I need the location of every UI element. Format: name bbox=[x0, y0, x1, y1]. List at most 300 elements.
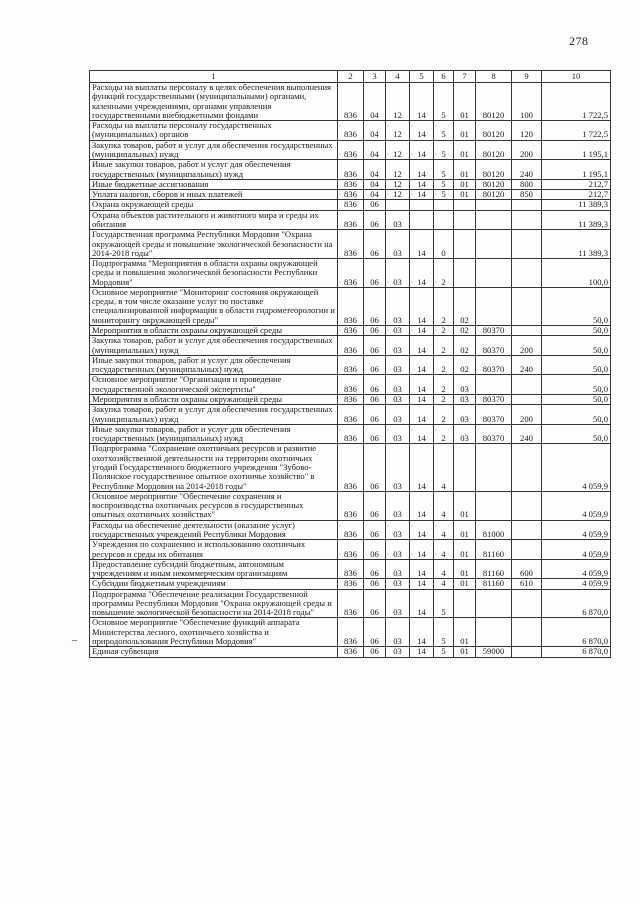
expense-type-code bbox=[512, 491, 542, 520]
section-code: 06 bbox=[364, 579, 386, 589]
subprogram-code: 5 bbox=[434, 160, 454, 180]
subprogram-code: 4 bbox=[434, 579, 454, 589]
section-code: 06 bbox=[364, 647, 386, 657]
row-description: Государственная программа Республики Мордовия "Охрана окружающей среды и повышение экологической безопасности на 2014-2018 годы" bbox=[90, 230, 338, 259]
table-row bbox=[90, 230, 611, 259]
program-code: 14 bbox=[410, 179, 434, 189]
event-code bbox=[454, 589, 476, 618]
header-cell: 4 bbox=[386, 71, 410, 83]
direction-code bbox=[476, 618, 512, 647]
program-code: 14 bbox=[410, 121, 434, 141]
subprogram-code: 2 bbox=[434, 355, 454, 375]
subsection-code: 03 bbox=[386, 579, 410, 589]
expense-type-code: 240 bbox=[512, 160, 542, 180]
event-code: 01 bbox=[454, 540, 476, 560]
header-cell: 9 bbox=[512, 71, 542, 83]
row-description: Закупка товаров, работ и услуг для обеспечения государственных (муниципальных) нужд bbox=[90, 405, 338, 425]
row-description: Основное мероприятие "Организация и проведение государственной экологической экспертизы" bbox=[90, 375, 338, 395]
row-description: Иные закупки товаров, работ и услуг для обеспечения государственных (муниципальных) нужд bbox=[90, 160, 338, 180]
subprogram-code: 5 bbox=[434, 190, 454, 200]
expense-type-code bbox=[512, 375, 542, 395]
section-code: 04 bbox=[364, 179, 386, 189]
amount: 50,0 bbox=[542, 395, 611, 405]
direction-code: 80370 bbox=[476, 326, 512, 336]
subsection-code: 03 bbox=[386, 647, 410, 657]
row-description: Расходы на выплаты персоналу в целях обеспечения выполнения функций государственными (муниципальными) органами, казенными учреждениями, органами управления государственными внебюджетными фондами bbox=[90, 83, 338, 121]
event-code: 02 bbox=[454, 326, 476, 336]
subprogram-code: 2 bbox=[434, 395, 454, 405]
table-row bbox=[90, 589, 611, 618]
direction-code: 80370 bbox=[476, 355, 512, 375]
admin-code: 836 bbox=[338, 491, 364, 520]
direction-code: 81000 bbox=[476, 520, 512, 540]
amount: 11 389,3 bbox=[542, 230, 611, 259]
expense-type-code bbox=[512, 444, 542, 491]
event-code: 01 bbox=[454, 179, 476, 189]
header-cell: 8 bbox=[476, 71, 512, 83]
program-code: 14 bbox=[410, 230, 434, 259]
subsection-code: 03 bbox=[386, 491, 410, 520]
direction-code: 81160 bbox=[476, 559, 512, 579]
direction-code: 80120 bbox=[476, 179, 512, 189]
table-row bbox=[90, 210, 611, 230]
amount: 1 722,5 bbox=[542, 83, 611, 121]
subsection-code: 12 bbox=[386, 190, 410, 200]
program-code: 14 bbox=[410, 336, 434, 356]
admin-code: 836 bbox=[338, 444, 364, 491]
amount: 11 389,3 bbox=[542, 200, 611, 210]
expense-type-code bbox=[512, 647, 542, 657]
subsection-code: 03 bbox=[386, 287, 410, 325]
section-code: 06 bbox=[364, 395, 386, 405]
table-row bbox=[90, 520, 611, 540]
subsection-code: 03 bbox=[386, 618, 410, 647]
amount: 4 059,9 bbox=[542, 444, 611, 491]
amount: 4 059,9 bbox=[542, 540, 611, 560]
event-code: 01 bbox=[454, 647, 476, 657]
row-description: Мероприятия в области охраны окружающей среды bbox=[90, 326, 338, 336]
table-row bbox=[90, 540, 611, 560]
event-code: 03 bbox=[454, 424, 476, 444]
subsection-code: 12 bbox=[386, 140, 410, 160]
expense-type-code: 240 bbox=[512, 355, 542, 375]
program-code: 14 bbox=[410, 559, 434, 579]
direction-code bbox=[476, 200, 512, 210]
amount: 50,0 bbox=[542, 287, 611, 325]
program-code: 14 bbox=[410, 444, 434, 491]
program-code: 14 bbox=[410, 520, 434, 540]
admin-code: 836 bbox=[338, 259, 364, 288]
program-code: 14 bbox=[410, 190, 434, 200]
subsection-code: 03 bbox=[386, 444, 410, 491]
row-description: Единая субвенция bbox=[90, 647, 338, 657]
table-body bbox=[90, 83, 611, 658]
row-description: Подпрограмма "Обеспечение реализации Государственной программы Республики Мордовия "Охрана окружающей среды и повышение экологической безопасности на 2014-2018 годы" bbox=[90, 589, 338, 618]
row-description: Иные бюджетные ассигнования bbox=[90, 179, 338, 189]
expense-type-code: 200 bbox=[512, 405, 542, 425]
subprogram-code: 4 bbox=[434, 559, 454, 579]
header-cell: 2 bbox=[338, 71, 364, 83]
direction-code: 80120 bbox=[476, 160, 512, 180]
event-code: 02 bbox=[454, 287, 476, 325]
subsection-code: 12 bbox=[386, 179, 410, 189]
admin-code: 836 bbox=[338, 83, 364, 121]
admin-code: 836 bbox=[338, 618, 364, 647]
section-code: 06 bbox=[364, 375, 386, 395]
expense-type-code bbox=[512, 287, 542, 325]
program-code: 14 bbox=[410, 326, 434, 336]
event-code: 01 bbox=[454, 491, 476, 520]
program-code: 14 bbox=[410, 160, 434, 180]
admin-code: 836 bbox=[338, 179, 364, 189]
direction-code bbox=[476, 589, 512, 618]
header-cell: 10 bbox=[542, 71, 611, 83]
table-row bbox=[90, 647, 611, 657]
event-code bbox=[454, 210, 476, 230]
amount: 50,0 bbox=[542, 424, 611, 444]
subprogram-code: 5 bbox=[434, 618, 454, 647]
table-row bbox=[90, 83, 611, 121]
table-row bbox=[90, 160, 611, 180]
expense-type-code: 100 bbox=[512, 83, 542, 121]
program-code: 14 bbox=[410, 424, 434, 444]
table-row bbox=[90, 559, 611, 579]
event-code: 03 bbox=[454, 405, 476, 425]
subprogram-code: 2 bbox=[434, 424, 454, 444]
table-row bbox=[90, 190, 611, 200]
row-description: Расходы на обеспечение деятельности (оказание услуг) государственных учреждений Республики Мордовия bbox=[90, 520, 338, 540]
event-code bbox=[454, 259, 476, 288]
table-row bbox=[90, 326, 611, 336]
section-code: 06 bbox=[364, 559, 386, 579]
subprogram-code: 5 bbox=[434, 647, 454, 657]
section-code: 06 bbox=[364, 405, 386, 425]
direction-code bbox=[476, 287, 512, 325]
direction-code: 80370 bbox=[476, 336, 512, 356]
event-code: 03 bbox=[454, 375, 476, 395]
direction-code: 80120 bbox=[476, 121, 512, 141]
row-description: Субсидии бюджетным учреждениям bbox=[90, 579, 338, 589]
budget-table bbox=[89, 70, 611, 658]
amount: 50,0 bbox=[542, 375, 611, 395]
event-code: 02 bbox=[454, 336, 476, 356]
expense-type-code: 120 bbox=[512, 121, 542, 141]
amount: 1 722,5 bbox=[542, 121, 611, 141]
expense-type-code: 600 bbox=[512, 559, 542, 579]
admin-code: 836 bbox=[338, 559, 364, 579]
table-row bbox=[90, 618, 611, 647]
expense-type-code: 850 bbox=[512, 190, 542, 200]
expense-type-code bbox=[512, 618, 542, 647]
table-row bbox=[90, 395, 611, 405]
section-code: 04 bbox=[364, 83, 386, 121]
event-code: 02 bbox=[454, 355, 476, 375]
subprogram-code: 5 bbox=[434, 121, 454, 141]
subprogram-code: 0 bbox=[434, 230, 454, 259]
program-code: 14 bbox=[410, 355, 434, 375]
table-row bbox=[90, 259, 611, 288]
admin-code: 836 bbox=[338, 190, 364, 200]
event-code: 01 bbox=[454, 520, 476, 540]
section-code: 06 bbox=[364, 210, 386, 230]
event-code: 01 bbox=[454, 579, 476, 589]
table-row bbox=[90, 179, 611, 189]
row-description: Учреждения по сохранению и использованию охотничьих ресурсов и среды их обитания bbox=[90, 540, 338, 560]
subprogram-code: 2 bbox=[434, 336, 454, 356]
direction-code: 80370 bbox=[476, 405, 512, 425]
table-row bbox=[90, 375, 611, 395]
header-cell: 7 bbox=[454, 71, 476, 83]
direction-code: 81160 bbox=[476, 579, 512, 589]
section-code: 06 bbox=[364, 520, 386, 540]
direction-code: 59000 bbox=[476, 647, 512, 657]
admin-code: 836 bbox=[338, 355, 364, 375]
table-row bbox=[90, 579, 611, 589]
event-code: 01 bbox=[454, 83, 476, 121]
program-code: 14 bbox=[410, 540, 434, 560]
section-code: 06 bbox=[364, 540, 386, 560]
expense-type-code: 240 bbox=[512, 424, 542, 444]
expense-type-code bbox=[512, 200, 542, 210]
expense-type-code bbox=[512, 326, 542, 336]
subsection-code: 03 bbox=[386, 326, 410, 336]
event-code: 01 bbox=[454, 618, 476, 647]
row-description: Подпрограмма "Мероприятия в области охраны окружающей среды и повышения экологической безопасности Республики Мордовия" bbox=[90, 259, 338, 288]
section-code: 04 bbox=[364, 160, 386, 180]
direction-code bbox=[476, 444, 512, 491]
subsection-code: 12 bbox=[386, 121, 410, 141]
admin-code: 836 bbox=[338, 375, 364, 395]
subprogram-code: 4 bbox=[434, 491, 454, 520]
admin-code: 836 bbox=[338, 540, 364, 560]
expense-type-code bbox=[512, 520, 542, 540]
admin-code: 836 bbox=[338, 405, 364, 425]
subprogram-code bbox=[434, 200, 454, 210]
margin-dash-mark: – bbox=[72, 635, 77, 646]
event-code: 01 bbox=[454, 121, 476, 141]
expense-type-code: 200 bbox=[512, 140, 542, 160]
section-code: 06 bbox=[364, 444, 386, 491]
program-code: 14 bbox=[410, 589, 434, 618]
expense-type-code bbox=[512, 589, 542, 618]
expense-type-code: 200 bbox=[512, 336, 542, 356]
row-description: Основное мероприятие "Обеспечение сохранения и воспроизводства охотничьих ресурсов в государственных опытных охотничьих хозяйствах" bbox=[90, 491, 338, 520]
section-code: 04 bbox=[364, 140, 386, 160]
event-code: 01 bbox=[454, 140, 476, 160]
subsection-code: 03 bbox=[386, 424, 410, 444]
expense-type-code: 800 bbox=[512, 179, 542, 189]
table-row bbox=[90, 200, 611, 210]
table-row bbox=[90, 355, 611, 375]
subprogram-code: 2 bbox=[434, 287, 454, 325]
amount: 4 059,9 bbox=[542, 491, 611, 520]
admin-code: 836 bbox=[338, 579, 364, 589]
subsection-code: 03 bbox=[386, 520, 410, 540]
page-number: 278 bbox=[569, 34, 589, 48]
amount: 50,0 bbox=[542, 336, 611, 356]
direction-code bbox=[476, 210, 512, 230]
direction-code: 80370 bbox=[476, 424, 512, 444]
section-code: 06 bbox=[364, 589, 386, 618]
program-code: 14 bbox=[410, 83, 434, 121]
subprogram-code: 2 bbox=[434, 405, 454, 425]
row-description: Расходы на выплаты персоналу государственных (муниципальных) органов bbox=[90, 121, 338, 141]
amount: 1 195,1 bbox=[542, 160, 611, 180]
admin-code: 836 bbox=[338, 200, 364, 210]
admin-code: 836 bbox=[338, 287, 364, 325]
admin-code: 836 bbox=[338, 336, 364, 356]
table-row bbox=[90, 491, 611, 520]
program-code: 14 bbox=[410, 259, 434, 288]
subsection-code: 03 bbox=[386, 405, 410, 425]
subsection-code: 12 bbox=[386, 83, 410, 121]
amount: 50,0 bbox=[542, 326, 611, 336]
subprogram-code: 2 bbox=[434, 326, 454, 336]
row-description: Охрана окружающей среды bbox=[90, 200, 338, 210]
expense-type-code bbox=[512, 395, 542, 405]
direction-code: 81160 bbox=[476, 540, 512, 560]
expense-type-code bbox=[512, 210, 542, 230]
subsection-code: 03 bbox=[386, 559, 410, 579]
section-code: 06 bbox=[364, 200, 386, 210]
table-row bbox=[90, 287, 611, 325]
subprogram-code: 4 bbox=[434, 444, 454, 491]
direction-code: 80120 bbox=[476, 83, 512, 121]
subprogram-code: 4 bbox=[434, 540, 454, 560]
subsection-code: 12 bbox=[386, 160, 410, 180]
amount: 11 389,3 bbox=[542, 210, 611, 230]
admin-code: 836 bbox=[338, 326, 364, 336]
section-code: 06 bbox=[364, 491, 386, 520]
table-row bbox=[90, 121, 611, 141]
section-code: 06 bbox=[364, 287, 386, 325]
subsection-code bbox=[386, 200, 410, 210]
subprogram-code bbox=[434, 210, 454, 230]
event-code: 03 bbox=[454, 395, 476, 405]
program-code bbox=[410, 210, 434, 230]
row-description: Предоставление субсидий бюджетным, автономным учреждениям и иным некоммерческим организациям bbox=[90, 559, 338, 579]
expense-type-code: 610 bbox=[512, 579, 542, 589]
subprogram-code: 5 bbox=[434, 179, 454, 189]
row-description: Основное мероприятие "Обеспечение функций аппарата Министерства лесного, охотничьего хозяйства и природопользования Республики Мордовия" bbox=[90, 618, 338, 647]
header-cell: 3 bbox=[364, 71, 386, 83]
direction-code bbox=[476, 259, 512, 288]
row-description: Уплата налогов, сборов и иных платежей bbox=[90, 190, 338, 200]
row-description: Закупка товаров, работ и услуг для обеспечения государственных (муниципальных) нужд bbox=[90, 140, 338, 160]
header-cell: 1 bbox=[90, 71, 338, 83]
section-code: 06 bbox=[364, 355, 386, 375]
subsection-code: 03 bbox=[386, 589, 410, 618]
subsection-code: 03 bbox=[386, 230, 410, 259]
amount: 50,0 bbox=[542, 405, 611, 425]
admin-code: 836 bbox=[338, 160, 364, 180]
program-code: 14 bbox=[410, 579, 434, 589]
program-code: 14 bbox=[410, 491, 434, 520]
section-code: 06 bbox=[364, 259, 386, 288]
amount: 212,7 bbox=[542, 190, 611, 200]
event-code bbox=[454, 444, 476, 491]
admin-code: 836 bbox=[338, 121, 364, 141]
program-code: 14 bbox=[410, 405, 434, 425]
section-code: 04 bbox=[364, 121, 386, 141]
amount: 6 870,0 bbox=[542, 589, 611, 618]
header-cell: 6 bbox=[434, 71, 454, 83]
admin-code: 836 bbox=[338, 424, 364, 444]
amount: 4 059,9 bbox=[542, 579, 611, 589]
row-description: Закупка товаров, работ и услуг для обеспечения государственных (муниципальных) нужд bbox=[90, 336, 338, 356]
table-row bbox=[90, 140, 611, 160]
program-code: 14 bbox=[410, 647, 434, 657]
event-code: 01 bbox=[454, 559, 476, 579]
expense-type-code bbox=[512, 259, 542, 288]
row-description: Иные закупки товаров, работ и услуг для обеспечения государственных (муниципальных) нужд bbox=[90, 424, 338, 444]
direction-code bbox=[476, 375, 512, 395]
section-code: 06 bbox=[364, 336, 386, 356]
admin-code: 836 bbox=[338, 140, 364, 160]
subprogram-code: 5 bbox=[434, 140, 454, 160]
admin-code: 836 bbox=[338, 210, 364, 230]
subprogram-code: 4 bbox=[434, 520, 454, 540]
subprogram-code: 2 bbox=[434, 375, 454, 395]
header-cell: 5 bbox=[410, 71, 434, 83]
program-code: 14 bbox=[410, 375, 434, 395]
admin-code: 836 bbox=[338, 647, 364, 657]
admin-code: 836 bbox=[338, 520, 364, 540]
section-code: 06 bbox=[364, 424, 386, 444]
amount: 6 870,0 bbox=[542, 618, 611, 647]
section-code: 06 bbox=[364, 326, 386, 336]
row-description: Мероприятия в области охраны окружающей среды bbox=[90, 395, 338, 405]
direction-code: 80120 bbox=[476, 190, 512, 200]
direction-code: 80370 bbox=[476, 395, 512, 405]
amount: 4 059,9 bbox=[542, 559, 611, 579]
direction-code bbox=[476, 230, 512, 259]
direction-code: 80120 bbox=[476, 140, 512, 160]
row-description: Подпрограмма "Сохранение охотничьих ресурсов и развитие охотхозяйственной деятельности на территории охотничьих угодий Государственного бюджетного учреждения "Зубово-Полянское государственное опытное охотничье хозяйство" в Республике Мордовия на 2014-2018 годы" bbox=[90, 444, 338, 491]
program-code: 14 bbox=[410, 140, 434, 160]
amount: 4 059,9 bbox=[542, 520, 611, 540]
amount: 1 195,1 bbox=[542, 140, 611, 160]
subsection-code: 03 bbox=[386, 210, 410, 230]
direction-code bbox=[476, 491, 512, 520]
amount: 212,7 bbox=[542, 179, 611, 189]
section-code: 04 bbox=[364, 190, 386, 200]
subprogram-code: 5 bbox=[434, 589, 454, 618]
event-code bbox=[454, 230, 476, 259]
subsection-code: 03 bbox=[386, 395, 410, 405]
program-code: 14 bbox=[410, 618, 434, 647]
table-header-row bbox=[90, 71, 611, 83]
event-code: 01 bbox=[454, 160, 476, 180]
subsection-code: 03 bbox=[386, 259, 410, 288]
row-description: Иные закупки товаров, работ и услуг для обеспечения государственных (муниципальных) нужд bbox=[90, 355, 338, 375]
table-row bbox=[90, 444, 611, 491]
expense-type-code bbox=[512, 230, 542, 259]
subprogram-code: 2 bbox=[434, 259, 454, 288]
program-code bbox=[410, 200, 434, 210]
amount: 50,0 bbox=[542, 355, 611, 375]
row-description: Основное мероприятие "Мониторинг состояния окружающей среды, в том числе оказание услуг по поставке специализированной информации в области гидрометеорологии и мониторингу окружающей среды" bbox=[90, 287, 338, 325]
subsection-code: 03 bbox=[386, 540, 410, 560]
table-row bbox=[90, 424, 611, 444]
amount: 6 870,0 bbox=[542, 647, 611, 657]
subsection-code: 03 bbox=[386, 355, 410, 375]
event-code bbox=[454, 200, 476, 210]
section-code: 06 bbox=[364, 618, 386, 647]
section-code: 06 bbox=[364, 230, 386, 259]
table-row bbox=[90, 336, 611, 356]
admin-code: 836 bbox=[338, 230, 364, 259]
